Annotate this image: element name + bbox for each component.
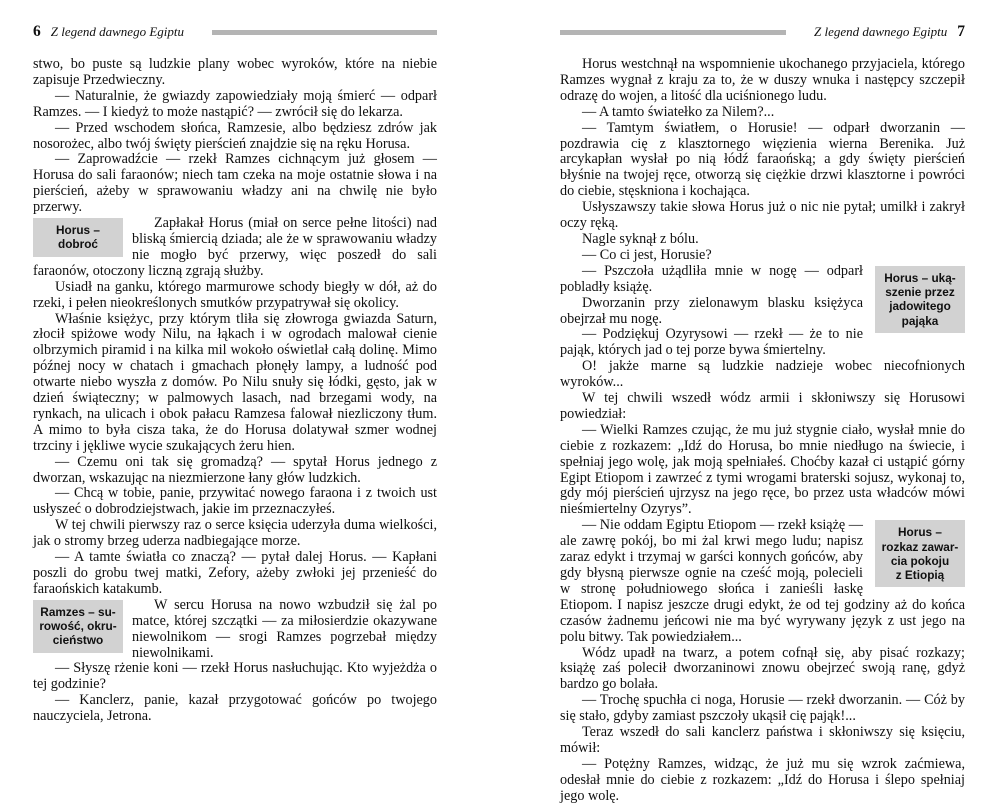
margin-note-line: jadowitego [889, 299, 951, 314]
paragraph-text: — A tamto światełko za Nilem?... [582, 103, 775, 120]
margin-note-line: dobroć [58, 237, 98, 252]
margin-note-line: szenie przez [885, 285, 955, 300]
paragraph-text: W sercu Horusa na nowo wzbudził się żal po matce, której szczątki — za miłosierdzie okazywane niewolnikom — srogi Ramzes pogrzebał między niewolnikami. [132, 596, 437, 661]
margin-note-line: pająka [901, 313, 939, 328]
paragraph [33, 152, 437, 216]
margin-note-line: cieństwo [52, 633, 104, 648]
paragraph-text: — A tamte światła co znaczą? — pytał dalej Horus. — Kapłani poszli do grobu twej matki, Zefory, ażeby zwłoki jej przenieść do faraońskich katakumb. [33, 549, 437, 597]
paragraph-text: — Kanclerz, panie, kazał przygotować gońców po twojego nauczyciela, Jetrona. [33, 692, 437, 725]
paragraph-text: Teraz wszedł do sali kanclerz państwa i skłoniwszy się księciu, mówił: [560, 724, 965, 756]
margin-note-line: rozkaz zawar- [881, 539, 959, 554]
paragraph [33, 312, 437, 455]
paragraph-text: Nagle syknął z bólu. [582, 230, 699, 247]
margin-note [875, 520, 965, 587]
paragraph [560, 248, 965, 264]
paragraph-text: — Zaprowadźcie — rzekł Ramzes cichnącym już głosem — Horusa do sali faraonów; niech tam czeka na moje ostatnie słowa i na pierścień, ażeby w sprawowaniu władzy ani na chwilę nie było przerwy. [33, 151, 437, 216]
right-page-header [560, 24, 965, 40]
paragraph-text: — Nie oddam Egiptu Etiopom — rzekł książę — ale zawrę pokój, bo mi żal krwi mego ludu; napisz zaraz edykt i trzymaj w garści konnych gońców, aby gdy błysną pierwsze ognie na cześć moją, polecieli w stronę południowego słońca i zanieśli łaskę Etiopom. I napisz jeszcze drugi edykt, że od tej godziny aż do końca czasów żadnemu jeńcowi nie ma być wyrywany język z ust jego na polu bitwy. Tak powiedziałem... [560, 517, 965, 645]
left-page [33, 24, 437, 725]
paragraph-text: W tej chwili wszedł wódz armii i skłoniwszy się Horusowi powiedział: [560, 390, 965, 422]
paragraph-text: — Co ci jest, Horusie? [582, 246, 712, 263]
paragraph [560, 518, 965, 645]
paragraph [560, 57, 965, 105]
margin-note [875, 266, 965, 333]
left-page-number: 6 [33, 23, 41, 40]
right-page-number: 7 [957, 23, 965, 40]
margin-note-line: rowość, okru- [39, 619, 117, 634]
paragraph-text: W tej chwili pierwszy raz o serce księcia uderzyła duma wielkości, jak o stromy brzeg uderza nadbiegające morze. [33, 517, 437, 550]
paragraph [560, 423, 965, 518]
paragraph-text: — Pszczoła użądliła mnie w nogę — odparł pobladły książę. [560, 262, 863, 295]
paragraph-text: — Potężny Ramzes, widząc, że już mu się wzrok zaćmiewa, odesłał mnie do ciebie z rozkazem: „Idź do Horusa i ślepo spełniaj jego wolę. [560, 755, 965, 804]
left-header-rule [212, 30, 437, 35]
paragraph [560, 359, 965, 391]
margin-note-line: Horus – [898, 525, 942, 540]
margin-note-line: Ramzes – su- [40, 604, 116, 619]
left-running-title: Z legend dawnego Egiptu [50, 24, 184, 39]
paragraph-text: Właśnie księżyc, przy którym tliła się złowroga gwiazda Saturn, złocił spiżowe wody Nilu, na łąkach i w ogrodach malował cienie olbrzymich piramid i na kilka mil wokoło oświetlał całą dolinę. Mimo późnej nocy w chatach i gmachach płonęły lampy, a ludność pod otwarte niebo wyszła z domów. Po Nilu snuły się łódki, gęsto, jak w dzień świąteczny; w palmowych lasach, nad brzegami wody, na rynkach, na ulicach i obok pałacu Ramzesa falował niezliczony tłum. A mimo to była cisza taka, że do Horusa dolatywał szmer wodnej trzciny i jękliwe wycie szukających żeru hien. [33, 310, 437, 454]
paragraph-text: Usłyszawszy takie słowa Horus już o nic nie pytał; umilkł i zakrył oczy ręką. [560, 199, 965, 232]
paragraph [33, 57, 437, 89]
paragraph [33, 598, 437, 662]
paragraph-text: — Naturalnie, że gwiazdy zapowiedziały moją śmierć — odparł Ramzes. — I kiedyż to może nastąpić? — zwrócił się do lekarza. [33, 87, 437, 120]
paragraph-text: O! jakże marne są ludzkie nadzieje wobec niecofnionych wyroków... [560, 358, 965, 391]
margin-note [33, 218, 123, 257]
right-running-title: Z legend dawnego Egiptu [814, 24, 948, 39]
paragraph-text: Zapłakał Horus (miał on serce pełne litości) nad bliską śmiercią dziada; ale że w sprawowaniu władzy nie mogło być przerwy, więc poszedł do sali faraonów, otoczony liczną zgrają służby. [33, 215, 437, 279]
paragraph-text: — Tamtym światłem, o Horusie! — odparł dworzanin — pozdrawia cię z klasztornego więzienia wierna Berenika. Już arcykapłan wysłał po nią łódź faraońską; a gdy święty pierścień błyśnie na twojej ręce, otworzą się ciężkie drzwi klasztorne i powróci do ciebie, stęskniona i kochająca. [560, 119, 965, 200]
paragraph [560, 121, 965, 201]
right-header-rule [560, 30, 786, 35]
paragraph-text: — Trochę spuchła ci noga, Horusie — rzekł dworzanin. — Cóż by się stało, gdyby zamiast pszczoły ukąsił cię pająk!... [560, 692, 965, 725]
paragraph-text: Wódz upadł na twarz, a potem cofnął się, aby pisać rozkazy; książę zaś polecił dworzaninowi znowu obejrzeć swoją ranę, gdyż bardzo go bolała. [560, 644, 965, 693]
paragraph [560, 757, 965, 805]
paragraph-text: — Wielki Ramzes czując, że mu już stygnie ciało, wysłał mnie do ciebie z rozkazem: „Idź do Horusa, bo mnie niedługo na świecie, i spełniaj jego wolę, jak moją spełniałeś. Choćby kazał ci ustąpić górny Egipt Etiopom i zawrzeć z tymi wrogami braterski sojusz, wykonaj to, gdy mój pierścień ujrzysz na jego ręce, bo przez usta władców mówi nieśmiertelny Ozyrys”. [560, 421, 965, 518]
paragraph [33, 216, 437, 280]
paragraph [560, 693, 965, 725]
paragraph-text: — Słyszę rżenie koni — rzekł Horus nasłuchując. Kto wyjeżdża o tej godzinie? [33, 660, 437, 693]
paragraph [560, 232, 965, 248]
paragraph [33, 89, 437, 121]
margin-note [33, 600, 123, 653]
paragraph [33, 280, 437, 312]
paragraph [33, 455, 437, 487]
paragraph [560, 200, 965, 232]
paragraph-text: stwo, bo puste są ludzkie plany wobec wyroków, które na niebie zapisuje Przedwieczny. [33, 56, 437, 88]
margin-note-line: z Etiopią [895, 568, 945, 583]
paragraph [33, 661, 437, 693]
paragraph-text: — Przed wschodem słońca, Ramzesie, albo będziesz zdrów jak nosorożec, albo twój święty pierścień znajdzie się na ręku Horusa. [33, 119, 437, 152]
right-page [560, 24, 965, 805]
paragraph-text: — Czemu oni tak się gromadzą? — spytał Horus jednego z dworzan, wskazując na niezmierzone łany głów ludzkich. [33, 453, 437, 486]
paragraph [560, 646, 965, 694]
paragraph [33, 693, 437, 725]
paragraph-text: — Chcą w tobie, panie, przywitać nowego faraona i z twoich ust usłyszeć o dobrodziejstwach, jakie im przeznaczyłeś. [33, 485, 437, 518]
left-page-header [33, 24, 437, 40]
paragraph [560, 105, 965, 121]
left-page-text-column [33, 57, 437, 725]
paragraph [33, 121, 437, 153]
paragraph-text: Usiadł na ganku, którego marmurowe schody biegły w dół, aż do rzeki, i pełen nieokreślonych smutków przypatrywał się okolicy. [33, 278, 437, 311]
paragraph-text: — Podziękuj Ozyrysowi — rzekł — że to nie pająk, których jad o tej porze bywa śmiertelny. [560, 326, 863, 359]
paragraph [33, 518, 437, 550]
paragraph [33, 550, 437, 598]
paragraph [560, 725, 965, 757]
right-page-text-column [560, 57, 965, 805]
margin-note-line: Horus – [56, 223, 100, 238]
paragraph [560, 391, 965, 423]
margin-note-line: Horus – uką- [884, 270, 956, 285]
paragraph-text: Dworzanin przy zielonawym blasku księżyca obejrzał mu nogę. [560, 294, 863, 327]
paragraph-text: Horus westchnął na wspomnienie ukochanego przyjaciela, którego Ramzes wygnał z kraju za to, że w duszy wnuka i następcy szczepił odrazę do wojen, a litość dla uciśnionego ludu. [560, 56, 965, 104]
margin-note-line: cia pokoju [890, 553, 950, 568]
paragraph [33, 486, 437, 518]
